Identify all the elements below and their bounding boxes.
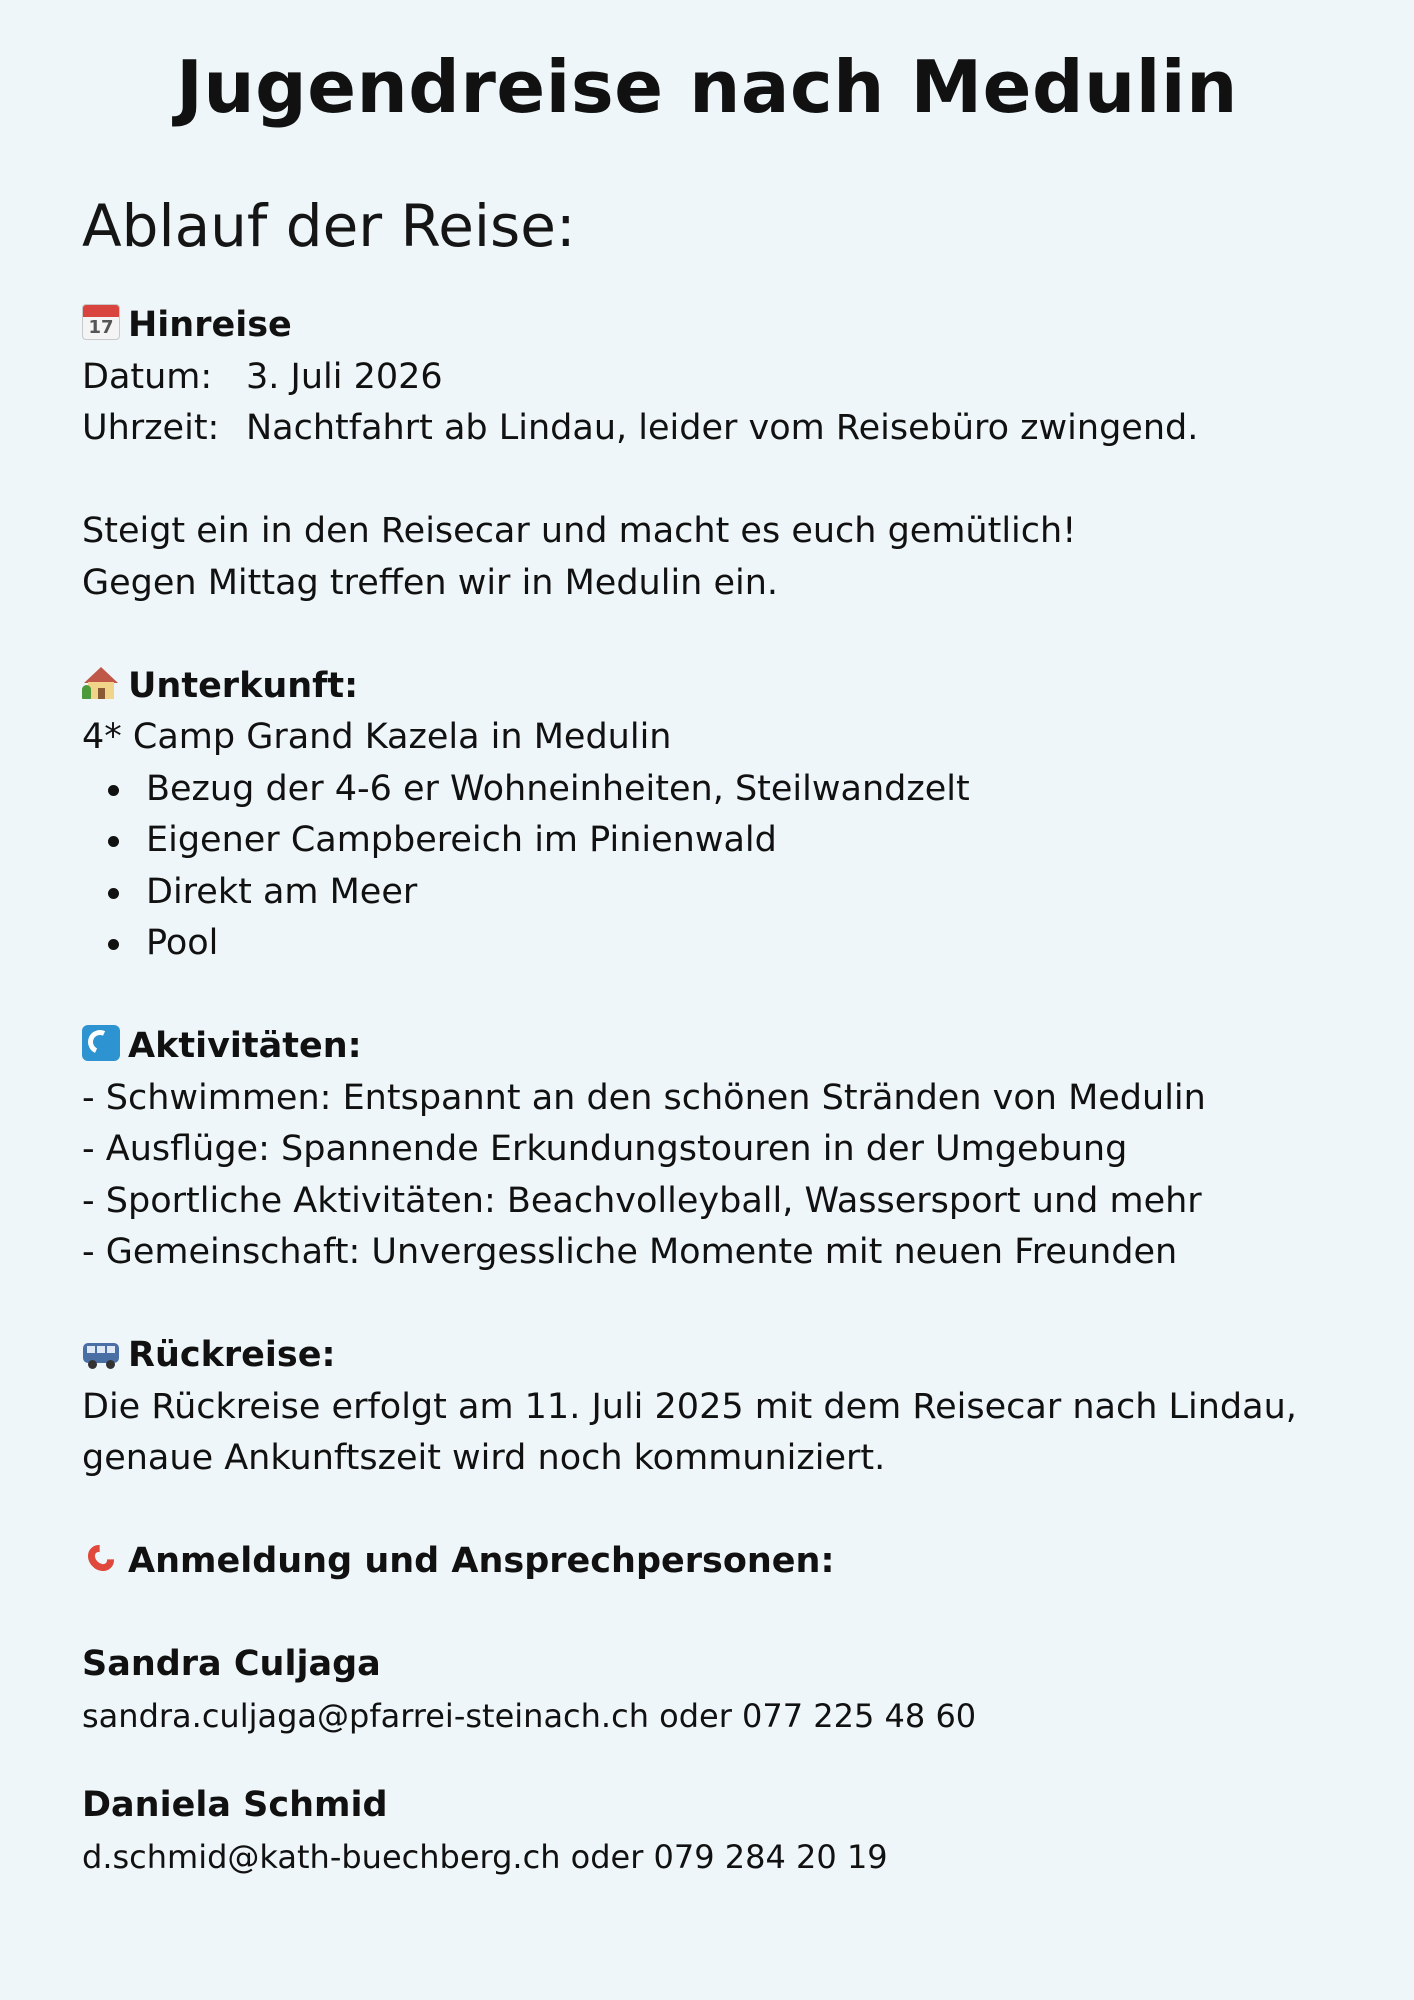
list-item: Pool [82,918,1342,970]
list-item: Eigener Campbereich im Pinienwald [82,815,1342,867]
datum-value: 3. Juli 2026 [246,356,443,397]
datum-row [82,352,1342,404]
contact-name: Daniela Schmid [82,1785,388,1825]
rueckreise-text-2: genaue Ankunftszeit wird noch kommuniziert. [82,1438,886,1478]
contact-detail[interactable]: d.schmid@kath-buechberg.ch oder 079 284 20 19 [82,1837,888,1876]
hinreise-heading: Hinreise [128,305,292,345]
aktivitaeten-heading-line [82,1021,1342,1073]
calendar-icon [82,304,120,340]
hinreise-heading-line [82,300,1342,352]
datum-label: Datum: [82,356,213,397]
content [82,300,1342,1883]
page-subtitle: Ablauf der Reise: [82,192,576,260]
anmeldung-heading-line [82,1536,1342,1588]
anmeldung-heading: Anmeldung und Ansprechpersonen: [128,1541,835,1581]
wave-icon [82,1025,120,1061]
uhrzeit-value: Nachtfahrt ab Lindau, leider vom Reisebüro zwingend. [246,408,1199,448]
rueckreise-text-1: Die Rückreise erfolgt am 11. Juli 2025 mit dem Reisecar nach Lindau, [82,1386,1297,1427]
aktivitaet-item: - Gemeinschaft: Unvergessliche Momente mit neuen Freunden [82,1232,1178,1272]
hinreise-text-1: Steigt ein in den Reisecar und macht es euch gemütlich! [82,511,1077,551]
page-title: Jugendreise nach Medulin [176,45,1238,129]
aktivitaet-item: - Schwimmen: Entspannt an den schönen Stränden von Medulin [82,1077,1206,1118]
contact-detail[interactable]: sandra.culjaga@pfarrei-steinach.ch oder 077 225 48 60 [82,1696,977,1735]
list-item: Bezug der 4-6 er Wohneinheiten, Steilwandzelt [82,764,1342,816]
bus-icon [82,1334,120,1370]
phone-icon [82,1540,120,1576]
unterkunft-list [82,764,1342,970]
rueckreise-heading-line [82,1330,1342,1382]
calendar-icon-number: 17 [88,317,114,338]
unterkunft-heading-line [82,661,1342,713]
unterkunft-name: 4* Camp Grand Kazela in Medulin [82,717,672,757]
contact-name: Sandra Culjaga [82,1644,381,1684]
list-item: Direkt am Meer [82,867,1342,919]
uhrzeit-label: Uhrzeit: [82,408,220,448]
unterkunft-heading: Unterkunft: [128,665,359,706]
aktivitaet-item: - Ausflüge: Spannende Erkundungstouren in der Umgebung [82,1129,1128,1169]
rueckreise-heading: Rückreise: [128,1335,336,1375]
house-icon [82,665,120,701]
uhrzeit-row [82,403,1342,455]
aktivitaet-item: - Sportliche Aktivitäten: Beachvolleyball, Wassersport und mehr [82,1180,1202,1221]
aktivitaeten-heading: Aktivitäten: [128,1026,362,1066]
hinreise-text-2: Gegen Mittag treffen wir in Medulin ein. [82,562,779,603]
